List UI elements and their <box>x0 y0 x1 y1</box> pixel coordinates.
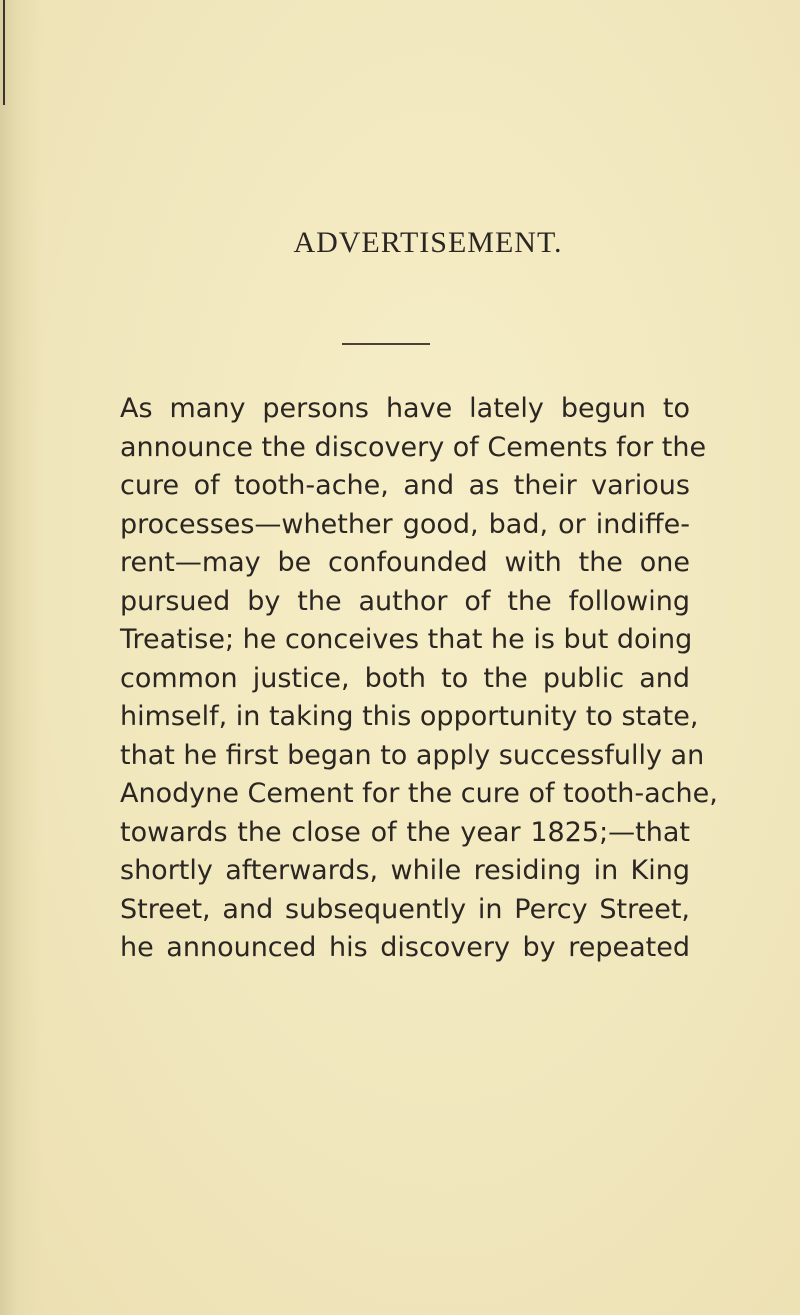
text-line: processes—whether good, bad, or indiffe- <box>120 508 690 540</box>
text-line: rent—may be confounded with the one <box>120 547 690 578</box>
text-line: common justice, both to the public and <box>120 662 690 694</box>
text-line: As many persons have lately begun to <box>120 393 690 424</box>
text-line: himself, in taking this opportunity to state, <box>120 701 699 732</box>
text-line: Street, and subsequently in Percy Street, <box>120 893 690 925</box>
page-edge-line <box>3 0 5 105</box>
text-line: towards the close of the year 1825;—that <box>120 816 690 848</box>
text-line: Treatise; he conceives that he is but doing <box>120 624 693 655</box>
text-line: shortly afterwards, while residing in King <box>120 855 690 886</box>
title-divider <box>342 343 430 345</box>
page-title: ADVERTISEMENT. <box>293 226 563 259</box>
text-line: cure of tooth-ache, and as their various <box>120 470 690 501</box>
text-line: Anodyne Cement for the cure of tooth-ache, <box>120 778 718 809</box>
text-line: that he first began to apply successfully an <box>120 739 705 771</box>
text-line: announce the discovery of Cements for the <box>120 431 707 463</box>
text-line: pursued by the author of the following <box>120 585 690 617</box>
advertisement-paragraph <box>120 390 718 968</box>
text-line: he announced his discovery by repeated <box>120 932 690 963</box>
binding-shadow <box>0 0 42 1315</box>
